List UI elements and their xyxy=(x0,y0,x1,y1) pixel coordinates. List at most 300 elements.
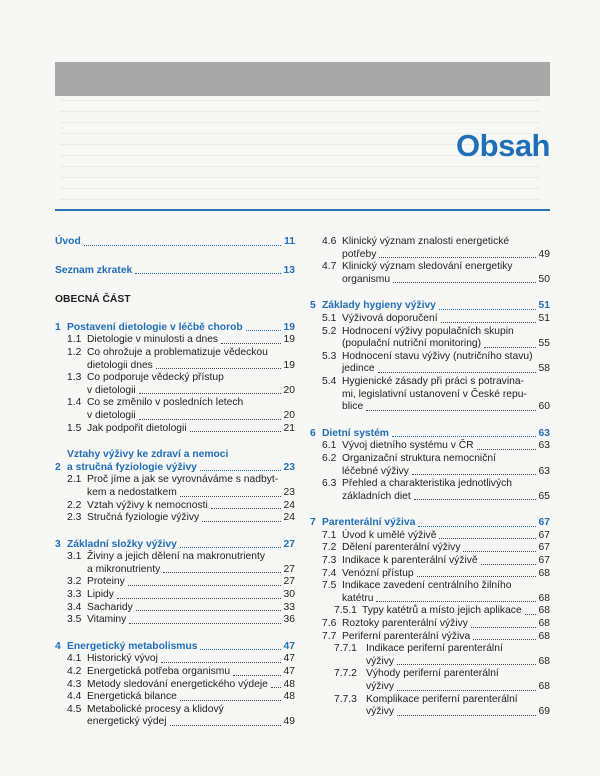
item-number: 7.1 xyxy=(322,529,337,541)
item-body xyxy=(342,376,550,414)
entry-lines xyxy=(87,614,295,627)
entry-text: Živiny a jejich dělení na makronutrienty xyxy=(87,551,265,563)
leader-dots xyxy=(414,499,536,500)
entry-text: organismu xyxy=(342,273,391,285)
entry-text: Vztahy výživy ke zdraví a nemoci xyxy=(67,449,229,461)
entry-line xyxy=(67,539,295,552)
entry-line xyxy=(366,706,550,719)
leader-dots xyxy=(156,368,281,369)
entry-line xyxy=(366,668,550,681)
entry-text: výživy xyxy=(366,655,395,667)
entry-line xyxy=(87,334,295,347)
toc-chapter xyxy=(310,428,550,504)
entry-text: Úvod k umělé výživě xyxy=(342,529,437,541)
item-number: 7.3 xyxy=(322,555,337,567)
entry-line xyxy=(322,517,550,530)
page-number: 67 xyxy=(538,542,550,554)
entry-text: (populační nutriční monitoring) xyxy=(342,338,482,350)
entry-text: Typy katétrů a místo jejich aplikace xyxy=(362,605,522,617)
page-number: 50 xyxy=(538,273,550,285)
item-number: 3.2 xyxy=(67,576,82,588)
item-number: 7.7.3 xyxy=(334,693,357,705)
leader-dots xyxy=(525,614,536,615)
item-number: 2.3 xyxy=(67,512,82,524)
entry-lines xyxy=(366,643,550,668)
item-number: 4.1 xyxy=(67,653,82,665)
item-body xyxy=(342,326,550,351)
item-body xyxy=(87,347,295,372)
entry-line xyxy=(67,322,295,335)
entry-lines xyxy=(87,334,295,347)
leader-dots xyxy=(418,526,535,527)
entry-line xyxy=(87,576,295,589)
page-number: 23 xyxy=(283,486,295,498)
entry-text: Metody sledování energetického výdeje xyxy=(87,678,268,690)
entry-text: energetický výdej xyxy=(87,716,167,728)
page-title: Obsah xyxy=(456,128,550,163)
entry-line xyxy=(87,500,295,513)
entry-line xyxy=(67,641,295,654)
title-rule xyxy=(55,209,550,211)
entry-lines xyxy=(67,322,295,335)
entry-lines xyxy=(342,236,550,261)
entry-line xyxy=(87,589,295,602)
entry-line xyxy=(342,249,550,262)
entry-line xyxy=(87,602,295,615)
toc-item[interactable] xyxy=(322,261,550,286)
entry-lines xyxy=(366,668,550,693)
page-number: 68 xyxy=(538,567,550,579)
chapter-title xyxy=(67,539,295,552)
item-body xyxy=(87,397,295,422)
entry-text: Základy hygieny výživy xyxy=(322,300,436,312)
entry-text: Vývoj dietního systému v ČR xyxy=(342,440,474,452)
entry-line xyxy=(366,681,550,694)
item-number: 7.5 xyxy=(322,580,337,592)
toc-chapter xyxy=(310,517,550,719)
entry-text: Indikace zavedení centrálního žilního xyxy=(342,580,512,592)
page-number: 24 xyxy=(283,499,295,511)
toc-item[interactable] xyxy=(322,236,550,261)
leader-dots xyxy=(463,551,535,552)
toc-chapter xyxy=(55,449,295,525)
entry-lines xyxy=(342,542,550,555)
item-body xyxy=(87,372,295,397)
item-number: 7.4 xyxy=(322,567,337,579)
leader-dots xyxy=(170,725,281,726)
chapter-title xyxy=(67,322,295,335)
toc-item[interactable] xyxy=(67,704,295,729)
entry-text: Historický vývoj xyxy=(87,653,158,665)
entry-lines xyxy=(87,576,295,589)
page-number: 19 xyxy=(283,359,295,371)
item-number: 7.6 xyxy=(322,618,337,630)
page-number: 20 xyxy=(283,409,295,421)
item-body xyxy=(87,334,295,347)
entry-lines xyxy=(342,261,550,286)
entry-lines xyxy=(342,618,550,631)
toc-chapter xyxy=(55,539,295,627)
chapter-title xyxy=(67,449,295,474)
page-number: 49 xyxy=(538,248,550,260)
entry-text: Energetická potřeba organismu xyxy=(87,666,231,678)
chapter-heading[interactable] xyxy=(55,539,295,552)
toc-item[interactable] xyxy=(67,372,295,397)
item-body xyxy=(342,568,550,581)
item-number: 1.5 xyxy=(67,422,82,434)
item-number: 3.1 xyxy=(67,551,82,563)
entry-lines xyxy=(67,449,295,474)
toc-item[interactable] xyxy=(67,500,295,513)
page-number: 68 xyxy=(538,681,550,692)
entry-line xyxy=(87,385,295,398)
leader-dots xyxy=(484,347,535,348)
entry-line xyxy=(322,300,550,313)
header-band xyxy=(55,62,550,96)
entry-line xyxy=(342,440,550,453)
chapter-heading[interactable] xyxy=(55,322,295,335)
entry-line xyxy=(342,274,550,287)
toc-item[interactable] xyxy=(67,423,295,436)
entry-lines xyxy=(87,397,295,422)
entry-lines xyxy=(342,453,550,478)
entry-line xyxy=(87,372,295,385)
item-number: 4.5 xyxy=(67,703,82,715)
entry-text: Sacharidy xyxy=(87,601,133,613)
entry-lines xyxy=(87,679,295,692)
leader-dots xyxy=(376,601,535,602)
toc-item[interactable] xyxy=(322,440,550,453)
entry-line xyxy=(87,653,295,666)
entry-text: Klinický význam znalosti energetické xyxy=(342,236,510,247)
toc-item[interactable] xyxy=(334,668,550,693)
entry-text: Energetická bilance xyxy=(87,691,177,703)
chapter-heading[interactable] xyxy=(310,428,550,441)
item-body xyxy=(342,351,550,376)
chapter-heading[interactable] xyxy=(310,300,550,313)
entry-line xyxy=(87,666,295,679)
page-number: 58 xyxy=(538,363,550,375)
item-number: 7.7.1 xyxy=(334,643,357,655)
leader-dots xyxy=(392,436,536,437)
entry-line xyxy=(366,643,550,656)
entry-line xyxy=(366,694,550,707)
entry-lines xyxy=(342,440,550,453)
entry-text: Periferní parenterální výživa xyxy=(342,630,471,642)
item-number: 3.3 xyxy=(67,589,82,601)
entry-line xyxy=(87,360,295,373)
toc-item[interactable] xyxy=(322,478,550,503)
entry-line xyxy=(362,605,550,618)
section-heading: OBECNÁ ČÁST xyxy=(55,294,131,306)
toc-item[interactable] xyxy=(67,347,295,372)
entry-text: Venózní přístup xyxy=(342,567,414,579)
entry-line xyxy=(342,580,550,593)
page-number: 65 xyxy=(538,490,550,502)
toc-item[interactable] xyxy=(67,474,295,499)
entry-text: Hygienické zásady při práci s potravina- xyxy=(342,375,524,387)
toc-item[interactable] xyxy=(67,691,295,704)
entry-line xyxy=(67,449,295,462)
toc-item[interactable] xyxy=(322,555,550,568)
entry-text: Indikace periferní parenterální xyxy=(366,643,503,655)
toc-item[interactable] xyxy=(322,453,550,478)
leader-dots xyxy=(128,585,281,586)
leader-dots xyxy=(477,449,536,450)
page-number: 19 xyxy=(283,321,295,333)
leader-dots xyxy=(161,662,281,663)
item-number: 6.1 xyxy=(322,440,337,452)
leader-dots xyxy=(200,470,281,471)
entry-lines xyxy=(87,666,295,679)
entry-text: Proč jíme a jak se vyrovnáváme s nadbyt- xyxy=(87,474,279,486)
toc-item[interactable] xyxy=(322,568,550,581)
toc-chapter xyxy=(55,322,295,435)
item-number: 6.2 xyxy=(322,452,337,464)
toc-standalone-entry[interactable] xyxy=(55,236,295,249)
page-number: 24 xyxy=(283,512,295,524)
entry-line xyxy=(55,236,295,249)
entry-line xyxy=(342,338,550,351)
entry-lines xyxy=(342,376,550,414)
item-number: 4.4 xyxy=(67,691,82,703)
item-number: 2.2 xyxy=(67,499,82,511)
item-number: 5.3 xyxy=(322,350,337,362)
entry-text: Roztoky parenterální výživy xyxy=(342,618,468,630)
entry-text: mi, legislativní ustanovení v České repu- xyxy=(342,388,527,400)
item-number: 1.3 xyxy=(67,372,82,384)
chapter-title xyxy=(322,300,550,313)
item-body xyxy=(342,618,550,631)
entry-line xyxy=(342,363,550,376)
page-number: 19 xyxy=(283,334,295,346)
item-body xyxy=(342,440,550,453)
page-number: 68 xyxy=(538,630,550,642)
entry-text: v dietologii xyxy=(87,409,136,421)
entry-text: Úvod xyxy=(55,236,81,247)
item-body xyxy=(342,313,550,326)
toc-item[interactable] xyxy=(67,589,295,602)
entry-line xyxy=(342,530,550,543)
toc-chapter xyxy=(310,300,550,413)
page-number: 69 xyxy=(538,706,550,718)
entry-text: Přehled a charakteristika jednotlivých xyxy=(342,478,512,490)
item-body xyxy=(342,542,550,555)
toc-item[interactable] xyxy=(67,551,295,576)
entry-lines xyxy=(342,631,550,644)
toc-item[interactable] xyxy=(322,376,550,414)
leader-dots xyxy=(397,715,536,716)
item-body xyxy=(87,423,295,436)
leader-dots xyxy=(136,610,281,611)
leader-dots xyxy=(393,282,535,283)
page-number: 67 xyxy=(538,555,550,567)
entry-text: blice xyxy=(342,401,364,413)
entry-lines xyxy=(342,555,550,568)
leader-dots xyxy=(417,576,536,577)
entry-line xyxy=(87,551,295,564)
entry-text: kem a nedostatkem xyxy=(87,486,177,498)
page-number: 67 xyxy=(538,529,550,541)
entry-text: dietologii dnes xyxy=(87,359,153,371)
entry-text: Organizační struktura nemocniční xyxy=(342,452,496,464)
entry-text: Jak podpořit dietologii xyxy=(87,422,187,434)
item-body xyxy=(366,694,550,719)
page-number: 20 xyxy=(283,384,295,396)
item-body xyxy=(87,704,295,729)
entry-line xyxy=(87,397,295,410)
toc-item[interactable] xyxy=(67,653,295,666)
chapter-heading[interactable] xyxy=(55,641,295,654)
toc-item[interactable] xyxy=(67,512,295,525)
toc-item[interactable] xyxy=(67,576,295,589)
item-number: 5.2 xyxy=(322,325,337,337)
entry-lines xyxy=(87,691,295,704)
item-body xyxy=(87,602,295,615)
item-body xyxy=(342,631,550,644)
page-number: 27 xyxy=(283,563,295,575)
item-number: 4.6 xyxy=(322,236,337,247)
entry-line xyxy=(342,236,550,249)
toc-continuation xyxy=(310,236,550,286)
entry-lines xyxy=(87,589,295,602)
entry-line xyxy=(87,410,295,423)
item-body xyxy=(87,551,295,576)
toc-item[interactable] xyxy=(334,605,550,618)
toc-item[interactable] xyxy=(322,313,550,326)
entry-text: Vitaminy xyxy=(87,614,127,626)
toc-item[interactable] xyxy=(322,631,550,644)
item-number: 7.7 xyxy=(322,630,337,642)
entry-line xyxy=(366,656,550,669)
leader-dots xyxy=(439,309,536,310)
entry-line xyxy=(87,691,295,704)
entry-text: Výhody periferní parenterální xyxy=(366,668,499,680)
entry-text: Hodnocení výživy populačních skupin xyxy=(342,325,514,337)
entry-text: Dietologie v minulosti a dnes xyxy=(87,334,219,346)
entry-lines xyxy=(87,704,295,729)
toc-item[interactable] xyxy=(322,618,550,631)
entry-lines xyxy=(87,474,295,499)
toc-item[interactable] xyxy=(334,643,550,668)
leader-dots xyxy=(441,322,536,323)
page-number: 60 xyxy=(538,401,550,413)
entry-line xyxy=(342,261,550,274)
toc-item[interactable] xyxy=(67,666,295,679)
entry-text: Energetický metabolismus xyxy=(67,640,198,652)
page-number: 48 xyxy=(283,691,295,703)
toc-item[interactable] xyxy=(322,580,550,605)
entry-lines xyxy=(87,551,295,576)
entry-line xyxy=(342,376,550,389)
leader-dots xyxy=(379,257,535,258)
page-number: 47 xyxy=(283,666,295,678)
leader-dots xyxy=(200,649,280,650)
entry-lines xyxy=(342,530,550,543)
entry-text: jedince xyxy=(342,363,375,375)
item-number: 4.7 xyxy=(322,261,337,273)
chapter-title xyxy=(322,517,550,530)
leader-dots xyxy=(117,598,281,599)
leader-dots xyxy=(190,431,281,432)
item-number: 1.1 xyxy=(67,334,82,346)
chapter-heading[interactable] xyxy=(55,449,295,474)
entry-lines xyxy=(55,236,295,249)
leader-dots xyxy=(412,474,536,475)
item-body xyxy=(342,236,550,261)
leader-dots xyxy=(233,675,280,676)
entry-text: Výživová doporučení xyxy=(342,312,438,324)
chapter-number: 3 xyxy=(55,538,61,550)
entry-line xyxy=(342,491,550,504)
entry-lines xyxy=(67,641,295,654)
entry-text: Klinický význam sledování energetiky xyxy=(342,261,513,273)
item-body xyxy=(362,605,550,618)
toc-item[interactable] xyxy=(322,530,550,543)
entry-text: Proteiny xyxy=(87,576,125,588)
toc-item[interactable] xyxy=(67,602,295,615)
entry-lines xyxy=(366,694,550,719)
entry-line xyxy=(87,679,295,692)
entry-text: Dělení parenterální výživy xyxy=(342,542,461,554)
toc-standalone-entry[interactable] xyxy=(55,265,295,278)
page-number: 63 xyxy=(538,440,550,452)
entry-lines xyxy=(55,265,295,278)
leader-dots xyxy=(163,572,280,573)
page-number: 47 xyxy=(283,653,295,665)
leader-dots xyxy=(397,690,536,691)
toc-item[interactable] xyxy=(322,542,550,555)
entry-text: v dietologii xyxy=(87,384,136,396)
entry-lines xyxy=(87,512,295,525)
left-column xyxy=(55,236,295,729)
chapter-heading[interactable] xyxy=(310,517,550,530)
leader-dots xyxy=(211,508,281,509)
entry-lines xyxy=(87,347,295,372)
leader-dots xyxy=(271,687,281,688)
toc-item[interactable] xyxy=(67,334,295,347)
entry-text: katétru xyxy=(342,592,374,604)
entry-text: Co podporuje vědecký přístup xyxy=(87,372,224,384)
item-body xyxy=(87,474,295,499)
entry-line xyxy=(87,716,295,729)
chapter-number: 4 xyxy=(55,640,61,652)
entry-lines xyxy=(87,653,295,666)
entry-text: Dietní systém xyxy=(322,427,389,439)
entry-line xyxy=(342,389,550,402)
toc-item[interactable] xyxy=(322,351,550,376)
leader-dots xyxy=(129,623,280,624)
toc-item[interactable] xyxy=(67,397,295,422)
toc-item[interactable] xyxy=(67,614,295,627)
item-number: 4.2 xyxy=(67,666,82,678)
item-body xyxy=(366,643,550,668)
entry-lines xyxy=(362,605,550,618)
entry-line xyxy=(342,631,550,644)
chapter-title xyxy=(67,641,295,654)
entry-line xyxy=(342,568,550,581)
chapter-title xyxy=(322,428,550,441)
leader-dots xyxy=(366,410,535,411)
toc-item[interactable] xyxy=(322,326,550,351)
item-body xyxy=(342,555,550,568)
entry-text: léčebné výživy xyxy=(342,465,409,477)
entry-line xyxy=(342,453,550,466)
entry-lines xyxy=(87,423,295,436)
entry-line xyxy=(87,512,295,525)
toc-item[interactable] xyxy=(67,679,295,692)
toc-item[interactable] xyxy=(334,694,550,719)
